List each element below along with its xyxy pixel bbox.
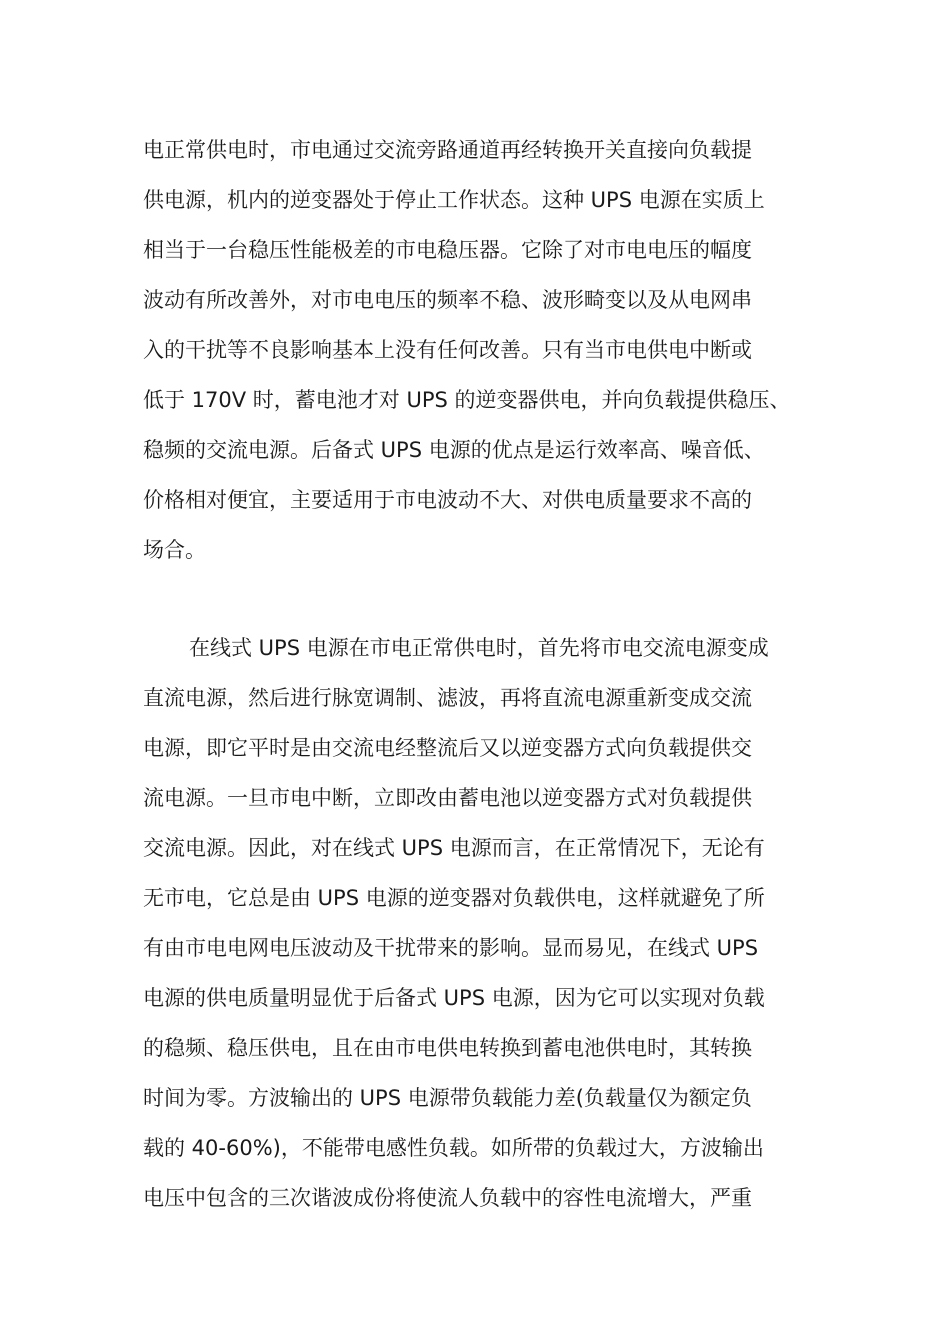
text-line: 交流电源。因此，对在线式 UPS 电源而言，在正常情况下，无论有 [143, 836, 765, 860]
text-line: 波动有所改善外，对市电电压的频率不稳、波形畸变以及从电网串 [143, 288, 752, 312]
text-line: 在线式 UPS 电源在市电正常供电时，首先将市电交流电源变成 [189, 636, 769, 660]
text-line: 入的干扰等不良影响基本上没有任何改善。只有当市电供电中断或 [143, 338, 752, 362]
text-line: 载的 40-60%)，不能带电感性负载。如所带的负载过大，方波输出 [143, 1136, 764, 1160]
text-line: 电压中包含的三次谐波成份将使流人负载中的容性电流增大，严重 [143, 1186, 752, 1210]
text-line: 无市电，它总是由 UPS 电源的逆变器对负载供电，这样就避免了所 [143, 886, 765, 910]
text-line: 时间为零。方波输出的 UPS 电源带负载能力差(负载量仅为额定负 [143, 1086, 752, 1110]
text-line: 有由市电电网电压波动及干扰带来的影响。显而易见，在线式 UPS [143, 936, 759, 960]
text-line: 电源的供电质量明显优于后备式 UPS 电源，因为它可以实现对负载 [143, 986, 765, 1010]
text-line: 供电源，机内的逆变器处于停止工作状态。这种 UPS 电源在实质上 [143, 188, 765, 212]
text-line: 流电源。一旦市电中断，立即改由蓄电池以逆变器方式对负载提供 [143, 786, 752, 810]
text-line: 电源，即它平时是由交流电经整流后又以逆变器方式向负载提供交 [143, 736, 752, 760]
text-line: 稳频的交流电源。后备式 UPS 电源的优点是运行效率高、噪音低、 [143, 438, 765, 462]
text-line: 价格相对便宜，主要适用于市电波动不大、对供电质量要求不高的 [143, 488, 752, 512]
text-line: 相当于一台稳压性能极差的市电稳压器。它除了对市电电压的幅度 [143, 238, 752, 262]
text-line: 的稳频、稳压供电，且在由市电供电转换到蓄电池供电时，其转换 [143, 1036, 752, 1060]
text-line: 电正常供电时，市电通过交流旁路通道再经转换开关直接向负载提 [143, 138, 752, 162]
text-line: 低于 170V 时，蓄电池才对 UPS 的逆变器供电，并向负载提供稳压、 [143, 388, 791, 412]
text-line: 场合。 [143, 538, 206, 562]
text-line: 直流电源，然后进行脉宽调制、滤波，再将直流电源重新变成交流 [143, 686, 752, 710]
